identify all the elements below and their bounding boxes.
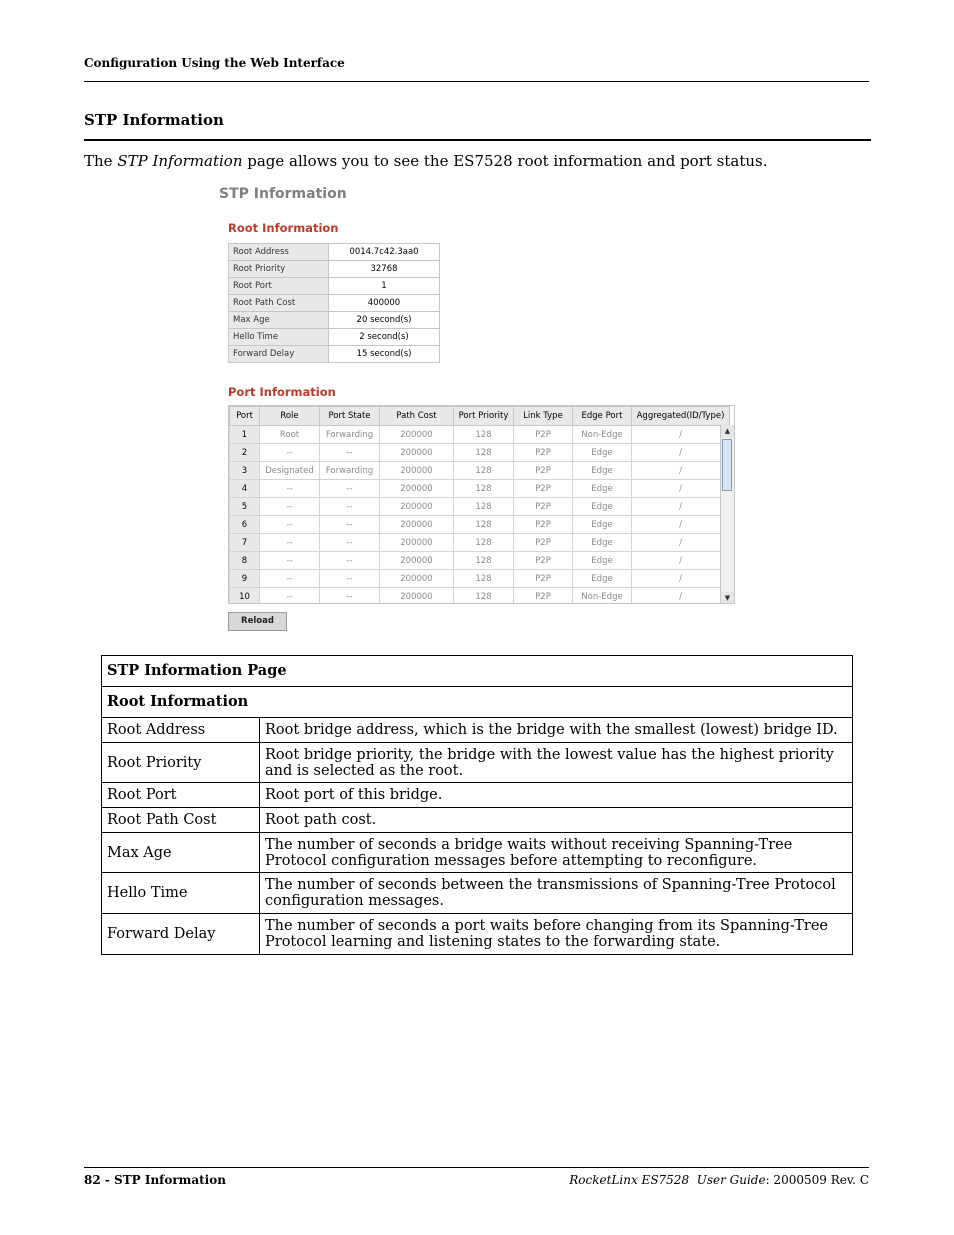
port-cell-port: 4: [230, 480, 260, 498]
port-cell-port: 1: [230, 426, 260, 444]
port-row: [230, 534, 730, 552]
port-information-table: [229, 406, 730, 604]
port-row: [230, 588, 730, 605]
root-value: 0014.7c42.3aa0: [329, 244, 440, 261]
port-cell-aggregated: /: [632, 588, 730, 605]
definition-description: Root port of this bridge.: [260, 783, 853, 808]
port-cell-path-cost: 200000: [380, 480, 454, 498]
port-cell-port-priority: 128: [454, 516, 514, 534]
port-cell-link-type: P2P: [514, 570, 573, 588]
root-row: [229, 244, 440, 261]
port-cell-port: 3: [230, 462, 260, 480]
scrollbar-thumb[interactable]: [722, 439, 732, 491]
definition-term: Root Port: [102, 783, 260, 808]
port-row: [230, 426, 730, 444]
definition-term: Hello Time: [102, 873, 260, 914]
port-cell-aggregated: /: [632, 480, 730, 498]
port-cell-path-cost: 200000: [380, 516, 454, 534]
definition-row: [102, 833, 853, 873]
port-cell-path-cost: 200000: [380, 462, 454, 480]
port-cell-role: --: [260, 444, 320, 462]
definition-row: [102, 808, 853, 833]
port-cell-aggregated: /: [632, 444, 730, 462]
port-cell-aggregated: /: [632, 462, 730, 480]
port-cell-aggregated: /: [632, 498, 730, 516]
definition-term: Forward Delay: [102, 914, 260, 955]
port-cell-port-state: Forwarding: [320, 462, 380, 480]
footer-guide-title: RocketLinx ES7528 User Guide: [569, 1173, 766, 1187]
root-label: Root Address: [229, 244, 329, 261]
definition-description: Root path cost.: [260, 808, 853, 833]
definition-group-title: Root Information: [102, 687, 853, 718]
port-cell-role: --: [260, 516, 320, 534]
port-cell-port: 7: [230, 534, 260, 552]
port-information-title: Port Information: [228, 385, 336, 399]
port-cell-path-cost: 200000: [380, 498, 454, 516]
port-cell-edge-port: Edge: [573, 516, 632, 534]
definition-row: [102, 783, 853, 808]
port-row: [230, 480, 730, 498]
column-header-port: Port: [230, 407, 260, 426]
port-cell-link-type: P2P: [514, 552, 573, 570]
port-cell-aggregated: /: [632, 534, 730, 552]
port-row: [230, 570, 730, 588]
root-information-table: [228, 243, 440, 363]
root-label: Root Path Cost: [229, 295, 329, 312]
column-header-aggregated: Aggregated(ID/Type): [632, 407, 730, 426]
intro-page-name: STP Information: [117, 152, 243, 170]
reload-button[interactable]: Reload: [228, 612, 287, 631]
port-cell-link-type: P2P: [514, 426, 573, 444]
port-information-panel: [228, 405, 735, 604]
footer-page-label: 82 - STP Information: [84, 1173, 226, 1187]
port-cell-role: Designated: [260, 462, 320, 480]
port-cell-path-cost: 200000: [380, 426, 454, 444]
root-row: [229, 329, 440, 346]
root-value: 400000: [329, 295, 440, 312]
header-rule: [84, 81, 869, 82]
column-header-link-type: Link Type: [514, 407, 573, 426]
port-cell-path-cost: 200000: [380, 534, 454, 552]
port-cell-role: --: [260, 570, 320, 588]
column-header-edge-port: Edge Port: [573, 407, 632, 426]
definition-row: [102, 914, 853, 955]
definition-term: Root Address: [102, 718, 260, 743]
port-cell-path-cost: 200000: [380, 570, 454, 588]
definition-description: The number of seconds between the transmissions of Spanning-Tree Protocol configuration messages.: [260, 873, 853, 914]
port-cell-port-state: --: [320, 588, 380, 605]
port-cell-port: 8: [230, 552, 260, 570]
port-cell-port: 2: [230, 444, 260, 462]
port-cell-link-type: P2P: [514, 588, 573, 605]
port-cell-role: Root: [260, 426, 320, 444]
root-label: Forward Delay: [229, 346, 329, 363]
definition-term: Root Priority: [102, 743, 260, 783]
port-cell-port-state: --: [320, 570, 380, 588]
port-cell-path-cost: 200000: [380, 588, 454, 605]
port-cell-port-priority: 128: [454, 588, 514, 605]
port-cell-port-state: Forwarding: [320, 426, 380, 444]
port-cell-port: 10: [230, 588, 260, 605]
port-cell-aggregated: /: [632, 426, 730, 444]
port-header-row: [230, 407, 730, 426]
port-row: [230, 444, 730, 462]
port-cell-link-type: P2P: [514, 498, 573, 516]
definition-description: Root bridge priority, the bridge with the lowest value has the highest priority and is selected as the root.: [260, 743, 853, 783]
intro-paragraph: [84, 152, 767, 170]
root-value: 20 second(s): [329, 312, 440, 329]
running-head: Configuration Using the Web Interface: [84, 56, 345, 70]
port-cell-port-priority: 128: [454, 498, 514, 516]
port-cell-aggregated: /: [632, 516, 730, 534]
definition-description: The number of seconds a port waits before changing from its Spanning-Tree Protocol learning and listening states to the forwarding state.: [260, 914, 853, 955]
definition-row: [102, 873, 853, 914]
root-row: [229, 278, 440, 295]
column-header-role: Role: [260, 407, 320, 426]
column-header-port-state: Port State: [320, 407, 380, 426]
column-header-path-cost: Path Cost: [380, 407, 454, 426]
port-row: [230, 552, 730, 570]
root-value: 32768: [329, 261, 440, 278]
port-cell-port-priority: 128: [454, 480, 514, 498]
port-cell-edge-port: Edge: [573, 480, 632, 498]
root-label: Hello Time: [229, 329, 329, 346]
definition-term: Root Path Cost: [102, 808, 260, 833]
port-cell-edge-port: Non-Edge: [573, 426, 632, 444]
port-cell-role: --: [260, 480, 320, 498]
root-information-title: Root Information: [228, 221, 339, 235]
definition-description: Root bridge address, which is the bridge with the smallest (lowest) bridge ID.: [260, 718, 853, 743]
definition-table-title: STP Information Page: [102, 656, 853, 687]
port-row: [230, 498, 730, 516]
port-cell-port-state: --: [320, 498, 380, 516]
column-header-port-priority: Port Priority: [454, 407, 514, 426]
root-row: [229, 312, 440, 329]
section-title: STP Information: [84, 111, 224, 129]
port-cell-edge-port: Edge: [573, 444, 632, 462]
stp-information-definition-table: [101, 655, 853, 955]
port-cell-port-state: --: [320, 534, 380, 552]
port-cell-port-state: --: [320, 516, 380, 534]
root-label: Root Priority: [229, 261, 329, 278]
intro-text-after: page allows you to see the ES7528 root information and port status.: [242, 152, 768, 170]
port-cell-link-type: P2P: [514, 534, 573, 552]
port-cell-role: --: [260, 552, 320, 570]
port-cell-port-priority: 128: [454, 570, 514, 588]
footer-doc-number: : 2000509 Rev. C: [765, 1173, 869, 1187]
root-value: 15 second(s): [329, 346, 440, 363]
scroll-down-arrow-icon[interactable]: ▼: [721, 592, 734, 604]
port-cell-role: --: [260, 588, 320, 605]
section-rule: [84, 139, 871, 141]
port-cell-port-state: --: [320, 552, 380, 570]
root-label: Max Age: [229, 312, 329, 329]
port-cell-edge-port: Edge: [573, 462, 632, 480]
port-cell-port: 9: [230, 570, 260, 588]
port-cell-port-priority: 128: [454, 444, 514, 462]
port-row: [230, 462, 730, 480]
definition-row: [102, 718, 853, 743]
port-cell-port-priority: 128: [454, 462, 514, 480]
footer-rule: [84, 1167, 869, 1168]
port-cell-port: 5: [230, 498, 260, 516]
port-cell-link-type: P2P: [514, 444, 573, 462]
port-cell-path-cost: 200000: [380, 552, 454, 570]
port-cell-path-cost: 200000: [380, 444, 454, 462]
port-cell-port-priority: 128: [454, 426, 514, 444]
port-row: [230, 516, 730, 534]
footer-doc-info: [569, 1173, 869, 1187]
root-row: [229, 346, 440, 363]
port-cell-role: --: [260, 534, 320, 552]
definition-description: The number of seconds a bridge waits without receiving Spanning-Tree Protocol configuration messages before attempting to reconfigure.: [260, 833, 853, 873]
root-row: [229, 295, 440, 312]
port-cell-port-state: --: [320, 444, 380, 462]
port-cell-port-priority: 128: [454, 534, 514, 552]
port-cell-link-type: P2P: [514, 462, 573, 480]
port-cell-aggregated: /: [632, 570, 730, 588]
port-cell-edge-port: Edge: [573, 534, 632, 552]
intro-text-before: The: [84, 152, 118, 170]
root-value: 2 second(s): [329, 329, 440, 346]
screenshot-title: STP Information: [219, 186, 347, 202]
root-value: 1: [329, 278, 440, 295]
port-cell-aggregated: /: [632, 552, 730, 570]
port-cell-edge-port: Edge: [573, 552, 632, 570]
port-cell-link-type: P2P: [514, 480, 573, 498]
root-row: [229, 261, 440, 278]
port-cell-port-state: --: [320, 480, 380, 498]
root-label: Root Port: [229, 278, 329, 295]
port-cell-link-type: P2P: [514, 516, 573, 534]
port-cell-port-priority: 128: [454, 552, 514, 570]
port-cell-role: --: [260, 498, 320, 516]
port-cell-edge-port: Non-Edge: [573, 588, 632, 605]
port-table-scrollbar[interactable]: [720, 425, 734, 604]
port-cell-edge-port: Edge: [573, 570, 632, 588]
port-cell-port: 6: [230, 516, 260, 534]
definition-term: Max Age: [102, 833, 260, 873]
definition-row: [102, 743, 853, 783]
scroll-up-arrow-icon[interactable]: ▲: [721, 425, 734, 437]
port-cell-edge-port: Edge: [573, 498, 632, 516]
